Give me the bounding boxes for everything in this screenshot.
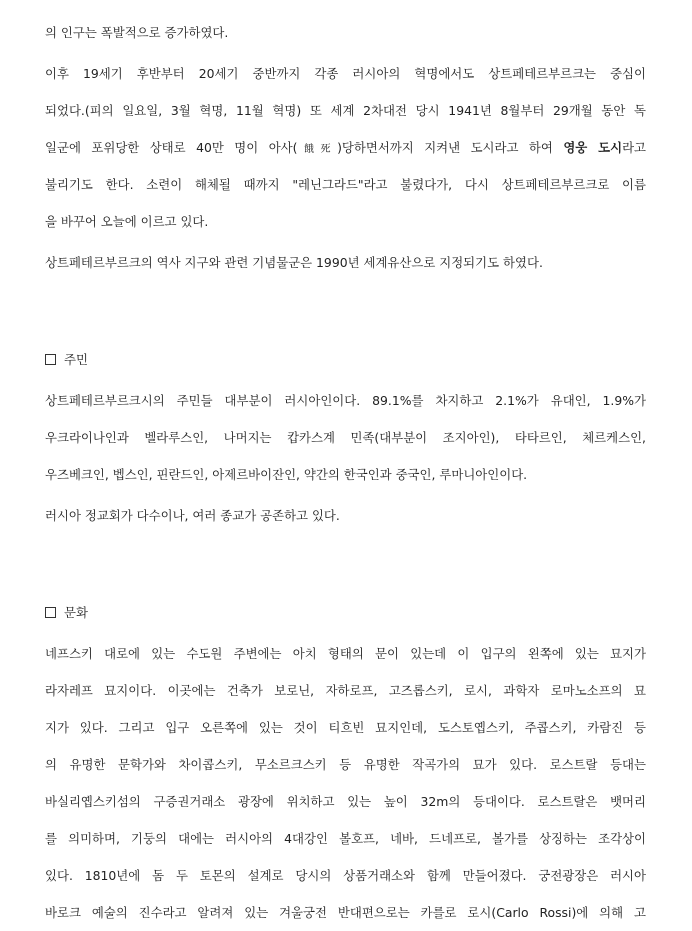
residents-paragraph-line: 러시아 정교회가 다수이나, 여러 종교가 공존하고 있다.	[45, 508, 340, 523]
culture-paragraph-line: 바로크 예술의 진수라고 알려져 있는 겨울궁전 반대편으로는 카를로 로시(Carlo Rossi)에 의해 고	[45, 905, 646, 920]
text-span: )당하면서까지 지켜낸 도시라고 하여	[337, 140, 564, 155]
section-heading-text: 주민	[64, 352, 88, 367]
culture-paragraph-line: 라자레프 묘지이다. 이곳에는 건축가 보로닌, 자하로프, 고즈롭스키, 로시, 과학자 로마노소프의 묘	[45, 683, 646, 698]
culture-paragraph-line: 를 의미하며, 기둥의 대에는 러시아의 4대강인 볼호프, 네바, 드네프로, 볼가를 상징하는 조각상이	[45, 831, 646, 846]
section-heading-text: 문화	[64, 605, 88, 620]
history-paragraph-line: 이후 19세기 후반부터 20세기 중반까지 각종 러시아의 혁명에서도 상트페테르부르크는 중심이	[45, 66, 646, 81]
culture-paragraph-line: 의 유명한 문학가와 차이콥스키, 무소르크스키 등 유명한 작곡가의 묘가 있다. 로스트랄 등대는	[45, 757, 646, 772]
culture-paragraph-line: 네프스키 대로에 있는 수도원 주변에는 아치 형태의 문이 있는데 이 입구의 왼쪽에 있는 묘지가	[45, 646, 646, 661]
history-paragraph-line	[45, 129, 646, 166]
text-span: 일군에 포위당한 상태로 40만 명이 아사(	[45, 140, 298, 155]
text-span: 라고	[622, 140, 647, 155]
square-bullet-icon	[45, 354, 56, 365]
residents-paragraph-line: 우즈베크인, 벱스인, 핀란드인, 아제르바이잔인, 약간의 한국인과 중국인, 루마니아인이다.	[45, 467, 528, 482]
history-paragraph-line: 상트페테르부르크의 역사 지구와 관련 기념물군은 1990년 세계유산으로 지정되기도 하였다.	[45, 255, 543, 270]
square-bullet-icon	[45, 607, 56, 618]
history-continuation-line: 의 인구는 폭발적으로 증가하였다.	[45, 25, 229, 40]
bold-phrase: 영웅 도시	[563, 140, 623, 155]
residents-paragraph-line: 상트페테르부르크시의 주민들 대부분이 러시아인이다. 89.1%를 차지하고 2.1%가 유대인, 1.9%가	[45, 393, 646, 408]
hanja-text: 餓死	[297, 144, 338, 155]
culture-paragraph-line: 있다. 1810년에 돔 두 토몬의 설계로 당시의 상품거래소와 함께 만들어졌다. 궁전광장은 러시아	[45, 868, 646, 883]
document-page	[45, 0, 646, 931]
section-heading-culture	[45, 594, 646, 631]
history-paragraph-line: 을 바꾸어 오늘에 이르고 있다.	[45, 214, 209, 229]
culture-paragraph-line: 바실리옙스키섬의 구증권거래소 광장에 위치하고 있는 높이 32m의 등대이다. 로스트랄은 뱃머리	[45, 794, 646, 809]
section-heading-residents	[45, 341, 646, 378]
history-paragraph-line: 되었다.(피의 일요일, 3월 혁명, 11월 혁명) 또 세계 2차대전 당시 1941년 8월부터 29개월 동안 독	[45, 103, 646, 118]
residents-paragraph-line: 우크라이나인과 벨라루스인, 나머지는 캅카스계 민족(대부분이 조지아인), 타타르인, 체르케스인,	[45, 430, 646, 445]
history-paragraph-line: 불리기도 한다. 소련이 해체될 때까지 "레닌그라드"라고 불렸다가, 다시 상트페테르부르크로 이름	[45, 177, 646, 192]
culture-paragraph-line: 지가 있다. 그리고 입구 오른쪽에 있는 것이 티흐빈 묘지인데, 도스토옙스키, 주콥스키, 카람진 등	[45, 720, 646, 735]
